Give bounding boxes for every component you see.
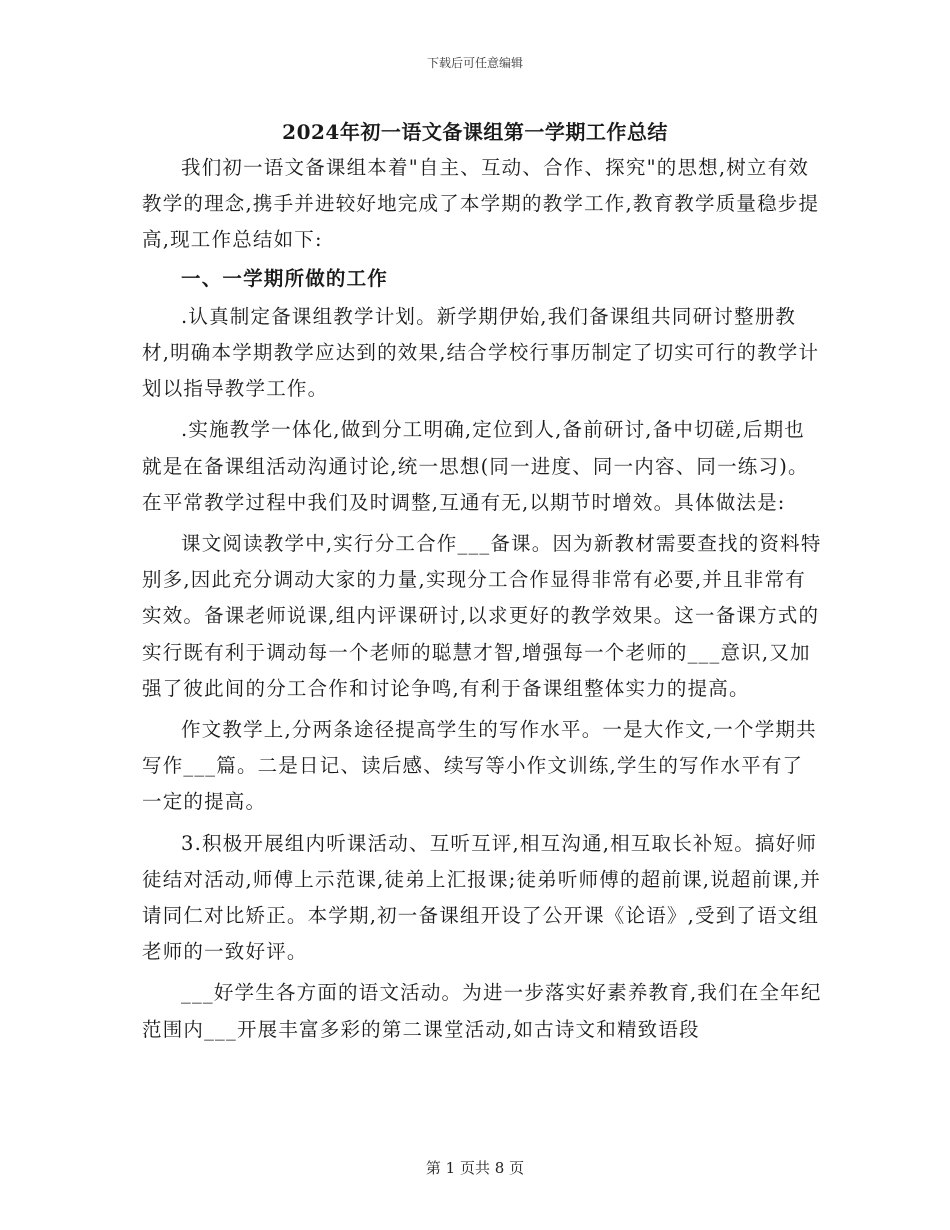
document-body bbox=[142, 150, 822, 1048]
section-heading: 一、一学期所做的工作 bbox=[181, 266, 389, 290]
intro-paragraph: 我们初一语文备课组本着"自主、互动、合作、探究"的思想,树立有效教学的理念,携手并进较好地完成了本学期的教学工作,教育教学质量稳步提高,现工作总结如下: bbox=[142, 156, 820, 252]
paragraph-plan: .认真制定备课组教学计划。新学期伊始,我们备课组共同研讨整册教材,明确本学期教学应达到的效果,结合学校行事历制定了切实可行的教学计划以指导教学工作。 bbox=[142, 304, 820, 401]
page-header: 下载后可任意编辑 bbox=[426, 56, 523, 70]
document-title: 2024年初一语文备课组第一学期工作总结 bbox=[282, 120, 668, 144]
paragraph-activities: ___好学生各方面的语文活动。为进一步落实好素养教育,我们在全年纪范围内___开展丰富多彩的第二课堂活动,如古诗文和精致语段 bbox=[142, 981, 822, 1041]
paragraph-lesson-observation: 3.积极开展组内听课活动、互听互评,相互沟通,相互取长补短。搞好师徒结对活动,师傅上示范课,徒弟上汇报课;徒弟听师傅的超前课,说超前课,并请同仁对比矫正。本学期,初一备课组开设了公开课《论语》,受到了语文组老师的一致好评。 bbox=[142, 831, 822, 964]
paragraph-writing: 作文教学上,分两条途径提高学生的写作水平。一是大作文,一个学期共写作___篇。二是日记、读后感、续写等小作文训练,学生的写作水平有了一定的提高。 bbox=[142, 718, 817, 814]
paragraph-integration: .实施教学一体化,做到分工明确,定位到人,备前研讨,备中切磋,后期也就是在备课组活动沟通讨论,统一思想(同一进度、同一内容、同一练习)。在平常教学过程中我们及时调整,互通有无,以期节时增效。具体做法是: bbox=[142, 418, 809, 514]
paragraph-reading: 课文阅读教学中,实行分工合作___备课。因为新教材需要查找的资料特别多,因此充分调动大家的力量,实现分工合作显得非常有必要,并且非常有实效。备课老师说课,组内评课研讨,以求更好的教学效果。这一备课方式的实行既有利于调动每一个老师的聪慧才智,增强每一个老师的___意识,又加强了彼此间的分工合作和讨论争鸣,有利于备课组整体实力的提高。 bbox=[142, 532, 822, 700]
page-footer: 第 1 页共 8 页 bbox=[425, 1159, 525, 1177]
